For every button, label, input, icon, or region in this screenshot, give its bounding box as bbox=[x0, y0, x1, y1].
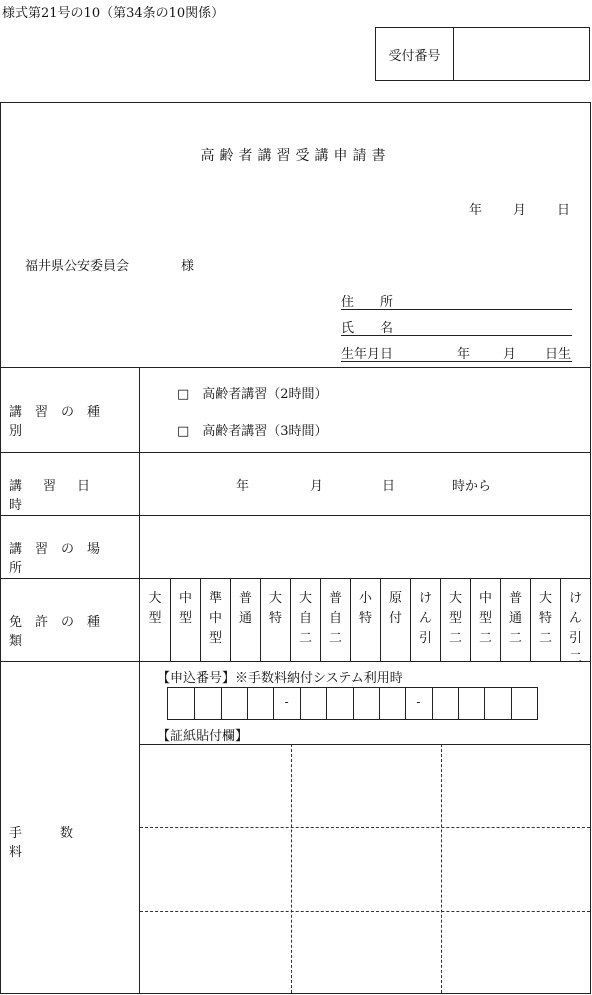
license-type-char: 普 bbox=[508, 591, 522, 606]
license-type-char: 中 bbox=[478, 591, 492, 606]
application-number-divider bbox=[247, 688, 248, 719]
license-type-grid bbox=[140, 579, 590, 666]
application-number-divider bbox=[379, 688, 380, 719]
course-type-label bbox=[9, 401, 127, 439]
license-type-char: 型 bbox=[178, 611, 192, 626]
license-type-char: 二 bbox=[568, 651, 582, 666]
license-type-char: 二 bbox=[538, 631, 552, 646]
course-place-label bbox=[9, 538, 127, 576]
form-title-text: 高齢者講習受講申請書 bbox=[200, 148, 391, 164]
license-type-cell[interactable] bbox=[380, 579, 410, 661]
course-time: 時から bbox=[452, 479, 492, 494]
license-type-cell[interactable] bbox=[170, 579, 200, 661]
course-option-3h[interactable]: □ 高齢者講習（3時間） bbox=[177, 424, 328, 439]
license-type-cell[interactable] bbox=[320, 579, 350, 661]
license-type-char: 普 bbox=[238, 591, 252, 606]
license-type-char: 大 bbox=[298, 591, 312, 606]
license-type-char: 大 bbox=[148, 591, 162, 606]
application-number-divider bbox=[194, 688, 195, 719]
license-type-cell[interactable] bbox=[230, 579, 260, 661]
fee-label-text: 手数料 bbox=[9, 826, 112, 860]
date-month: 月 bbox=[513, 203, 527, 218]
divider bbox=[1, 661, 590, 662]
course-option-2h[interactable]: □ 高齢者講習（2時間） bbox=[177, 387, 328, 402]
license-type-char: 特 bbox=[268, 611, 282, 626]
application-number-dash: - bbox=[284, 695, 289, 709]
course-datetime-field[interactable] bbox=[140, 453, 590, 515]
license-type-cell[interactable] bbox=[560, 579, 590, 666]
license-type-char: 中 bbox=[178, 591, 192, 606]
license-type-cell[interactable] bbox=[350, 579, 380, 661]
course-datetime-label bbox=[9, 475, 127, 513]
license-type-char: け bbox=[418, 591, 432, 606]
course-month: 月 bbox=[310, 479, 324, 494]
license-type-char: 通 bbox=[508, 611, 522, 626]
license-type-char: 中 bbox=[208, 611, 222, 626]
license-type-char: 引 bbox=[418, 631, 432, 646]
license-type-cell[interactable] bbox=[260, 579, 290, 661]
application-number-divider bbox=[432, 688, 433, 719]
license-type-cell[interactable] bbox=[410, 579, 440, 661]
course-year: 年 bbox=[236, 479, 250, 494]
course-datetime-label-text: 講習日時 bbox=[9, 479, 112, 513]
application-number-boxes[interactable] bbox=[167, 687, 538, 720]
license-type-char: 型 bbox=[478, 611, 492, 626]
application-form bbox=[0, 102, 591, 994]
date-day: 日 bbox=[557, 203, 571, 218]
address-label: 住 所 bbox=[341, 295, 394, 310]
course-place-field[interactable] bbox=[140, 516, 590, 578]
birth-month: 月 bbox=[503, 347, 517, 362]
application-number-divider bbox=[326, 688, 327, 719]
reception-number-field[interactable] bbox=[454, 28, 589, 80]
license-type-char: ん bbox=[568, 611, 582, 626]
license-type-cell[interactable] bbox=[530, 579, 560, 661]
license-type-cell[interactable] bbox=[470, 579, 500, 661]
license-type-char: ん bbox=[418, 611, 432, 626]
fee-label bbox=[9, 822, 127, 860]
date-year: 年 bbox=[469, 203, 483, 218]
application-number-label: 【申込番号】※手数料納付システム利用時 bbox=[157, 671, 403, 686]
stamp-area[interactable] bbox=[140, 745, 590, 993]
license-type-cell[interactable] bbox=[500, 579, 530, 661]
birth-day: 日生 bbox=[545, 347, 572, 362]
license-type-cell[interactable] bbox=[200, 579, 230, 661]
stamp-area-label: 【証紙貼付欄】 bbox=[157, 729, 249, 744]
license-type-char: 型 bbox=[208, 631, 222, 646]
license-type-cell[interactable] bbox=[440, 579, 470, 661]
license-type-char: 型 bbox=[448, 611, 462, 626]
license-type-char: 自 bbox=[298, 611, 312, 626]
name-label: 氏 名 bbox=[341, 321, 394, 336]
reception-number-box bbox=[375, 27, 590, 81]
license-type-char: 二 bbox=[328, 631, 342, 646]
license-type-char: 普 bbox=[328, 591, 342, 606]
license-type-char: 準 bbox=[208, 591, 222, 606]
license-type-char: 特 bbox=[358, 611, 372, 626]
license-type-label bbox=[9, 611, 127, 649]
license-type-char: 二 bbox=[448, 631, 462, 646]
reception-number-label: 受付番号 bbox=[376, 28, 454, 80]
license-type-char: 大 bbox=[538, 591, 552, 606]
license-type-cell[interactable] bbox=[140, 579, 170, 661]
license-type-label-text: 免許の種類 bbox=[9, 615, 114, 649]
application-number-divider bbox=[511, 688, 512, 719]
address-field[interactable] bbox=[341, 291, 572, 310]
license-type-char: 大 bbox=[268, 591, 282, 606]
application-number-divider bbox=[221, 688, 222, 719]
license-type-char: 大 bbox=[448, 591, 462, 606]
license-type-char: 通 bbox=[238, 611, 252, 626]
license-type-char: 二 bbox=[478, 631, 492, 646]
license-type-char: 二 bbox=[508, 631, 522, 646]
application-number-divider bbox=[458, 688, 459, 719]
license-type-char: 小 bbox=[358, 591, 372, 606]
name-field[interactable] bbox=[341, 317, 572, 336]
course-type-label-text: 講習の種別 bbox=[9, 405, 114, 439]
application-number-divider bbox=[484, 688, 485, 719]
honorific: 様 bbox=[181, 259, 195, 274]
birth-year: 年 bbox=[457, 347, 471, 362]
application-number-divider bbox=[300, 688, 301, 719]
license-type-cell[interactable] bbox=[290, 579, 320, 661]
license-type-char: 引 bbox=[568, 631, 582, 646]
license-type-char: 原 bbox=[388, 591, 402, 606]
license-type-char: 型 bbox=[148, 611, 162, 626]
addressee: 福井県公安委員会 bbox=[25, 259, 130, 274]
application-number-dash: - bbox=[416, 695, 421, 709]
course-place-label-text: 講習の場所 bbox=[9, 542, 114, 576]
license-type-char: 自 bbox=[328, 611, 342, 626]
divider bbox=[1, 367, 590, 368]
license-type-char: 二 bbox=[298, 631, 312, 646]
license-type-char: け bbox=[568, 591, 582, 606]
birthdate-field[interactable] bbox=[341, 343, 572, 362]
license-type-char: 付 bbox=[388, 611, 402, 626]
form-number: 様式第21号の10（第34条の10関係） bbox=[2, 6, 225, 21]
course-day: 日 bbox=[382, 479, 396, 494]
application-number-divider bbox=[353, 688, 354, 719]
birthdate-label: 生年月日 bbox=[341, 347, 394, 362]
license-type-char: 特 bbox=[538, 611, 552, 626]
form-title bbox=[1, 145, 590, 165]
